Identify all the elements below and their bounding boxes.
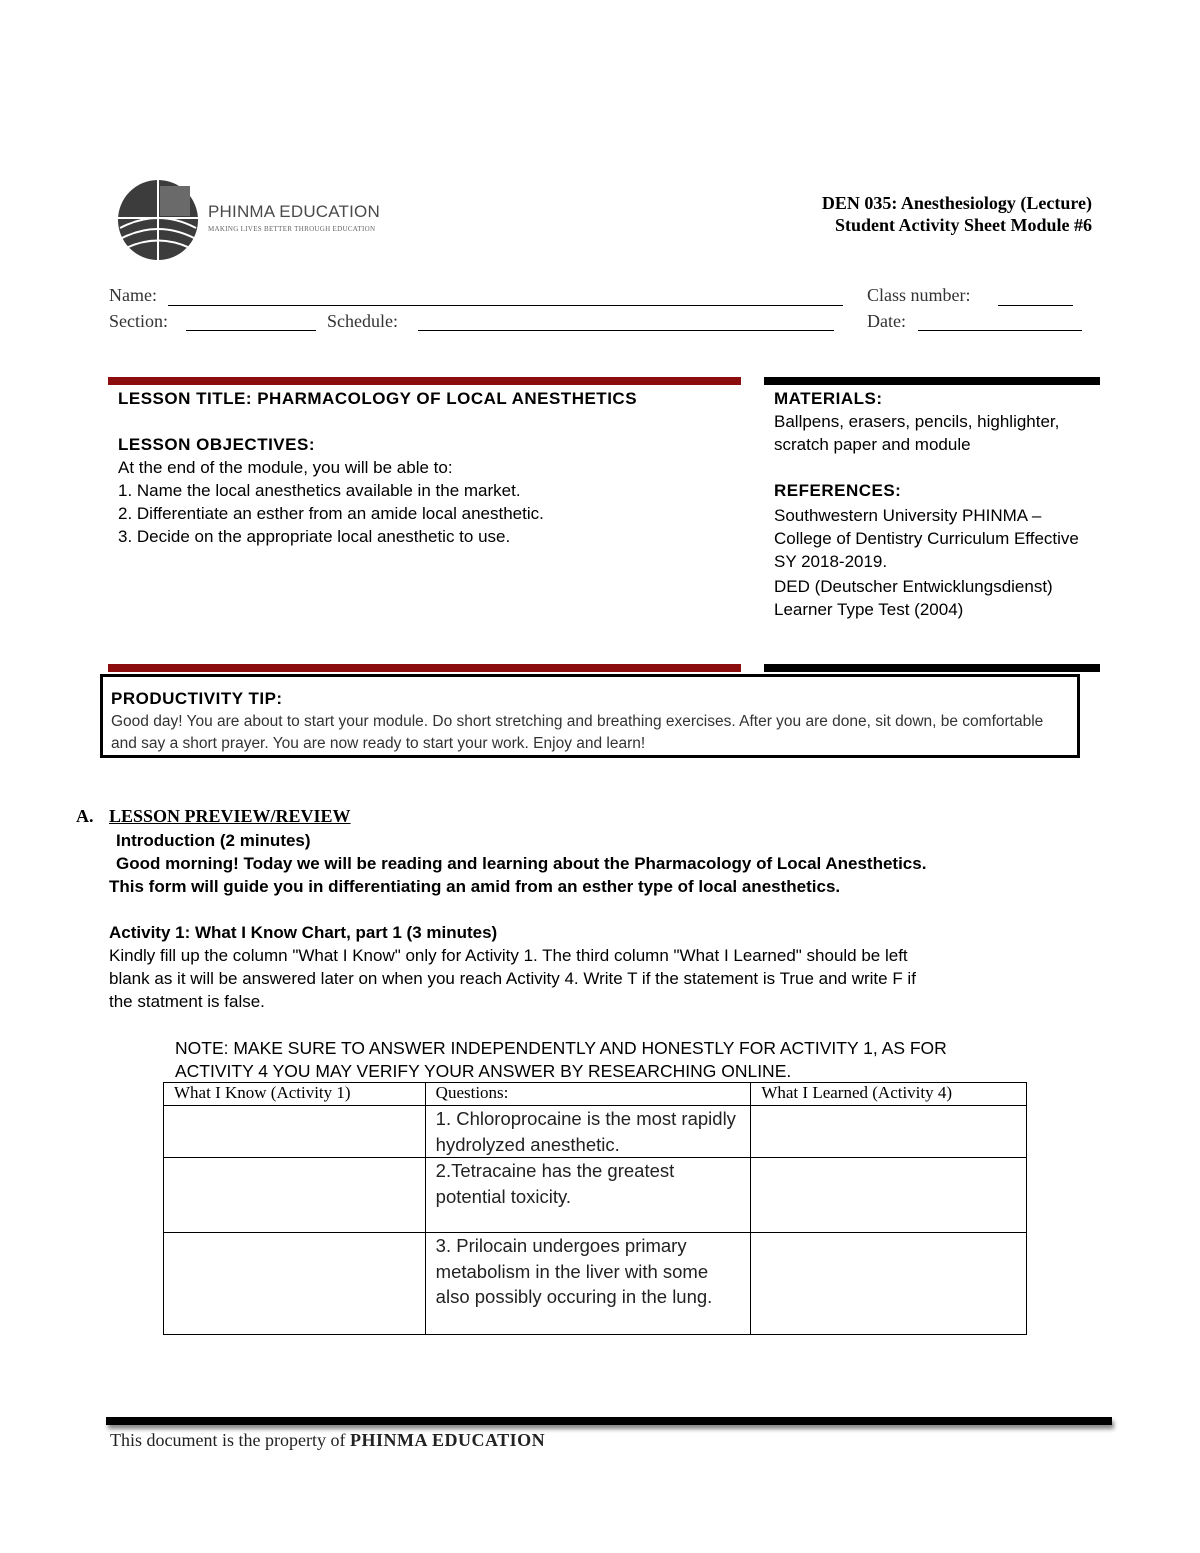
what-i-know-table [163,1082,1027,1335]
objective-item: 1. Name the local anesthetics available in the market. [118,481,521,500]
table-row [164,1233,1027,1335]
section-field[interactable] [186,330,316,331]
intro-line: Good morning! Today we will be reading and learning about the Pharmacology of Local Anesthetics. [116,854,927,873]
table-row [164,1158,1027,1233]
what-i-learned-answer-cell[interactable] [751,1158,1027,1233]
tip-text: Good day! You are about to start your module. Do short stretching and breathing exercises. After you are done, sit down, be comfortable and say a short prayer. You are now ready to start your work. Enjoy and learn! [111,713,1044,752]
footer-owner: PHINMA EDUCATION [349,1430,546,1450]
table-header-row [164,1083,1027,1106]
materials-panel [774,387,1084,621]
objective-item: 3. Decide on the appropriate local anesthetic to use. [118,527,511,546]
question-cell: 2.Tetracaine has the greatest potential toxicity. [425,1158,751,1233]
section-heading: LESSON PREVIEW/REVIEW [109,806,351,826]
phinma-logo [116,178,406,262]
materials-heading: MATERIALS: [774,389,883,408]
objectives-heading: LESSON OBJECTIVES: [118,435,315,454]
name-label: Name: [109,285,157,305]
schedule-label: Schedule: [327,311,398,331]
lesson-panel [118,387,738,548]
footer-prefix: This document is the property of [110,1430,350,1450]
date-label: Date: [867,311,906,331]
lesson-top-bar [108,377,741,385]
objective-item: 2. Differentiate an esther from an amide local anesthetic. [118,504,544,523]
intro-line: This form will guide you in differentiating an amid from an esther type of local anesthetics. [109,877,841,896]
note-line: NOTE: MAKE SURE TO ANSWER INDEPENDENTLY AND HONESTLY FOR ACTIVITY 1, AS FOR [175,1038,947,1058]
lesson-bottom-bar [108,664,741,672]
activity-heading: Activity 1: What I Know Chart, part 1 (3 minutes) [109,923,498,942]
lesson-preview-body [109,829,1109,1013]
references-heading: REFERENCES: [774,481,902,500]
activity-instruction: the statment is false. [109,992,265,1011]
productivity-tip-box [100,674,1080,758]
what-i-know-answer-cell[interactable] [164,1233,426,1335]
course-header [822,192,1092,236]
footer [110,1430,545,1451]
activity-sheet-title: Student Activity Sheet Module #6 [834,215,1092,235]
table-row [164,1106,1027,1158]
header-what-i-know: What I Know (Activity 1) [164,1083,426,1106]
what-i-know-answer-cell[interactable] [164,1106,426,1158]
note-block [175,1037,1095,1083]
reference-item: Southwestern University PHINMA – College of Dentistry Curriculum Effective SY 2018-2019. [774,506,1079,571]
class-number-field[interactable] [998,305,1073,306]
materials-top-bar [764,377,1100,385]
reference-item: DED (Deutscher Entwicklungsdienst) Learner Type Test (2004) [774,577,1053,619]
what-i-learned-answer-cell[interactable] [751,1106,1027,1158]
course-code: DEN 035: Anesthesiology (Lecture) [821,193,1092,213]
tip-heading: PRODUCTIVITY TIP: [111,689,283,708]
note-line: ACTIVITY 4 YOU MAY VERIFY YOUR ANSWER BY RESEARCHING ONLINE. [175,1061,792,1081]
schedule-field[interactable] [418,330,834,331]
logo-brand: PHINMA EDUCATION [208,202,380,221]
objectives-intro: At the end of the module, you will be able to: [118,458,453,477]
header-questions: Questions: [425,1083,751,1106]
footer-bar [106,1417,1112,1425]
date-field[interactable] [918,330,1082,331]
lesson-title: LESSON TITLE: PHARMACOLOGY OF LOCAL ANESTHETICS [118,389,638,408]
logo-tagline: MAKING LIVES BETTER THROUGH EDUCATION [208,225,376,233]
phinma-globe-icon [116,178,200,262]
materials-bottom-bar [764,664,1100,672]
activity-instruction: Kindly fill up the column "What I Know" only for Activity 1. The third column "What I Learned" should be left [109,946,908,965]
question-cell: 3. Prilocain undergoes primary metabolism in the liver with some also possibly occuring in the lung. [425,1233,751,1335]
class-number-label: Class number: [867,285,971,305]
name-field[interactable] [168,305,843,306]
question-cell: 1. Chloroprocaine is the most rapidly hydrolyzed anesthetic. [425,1106,751,1158]
header-what-i-learned: What I Learned (Activity 4) [751,1083,1027,1106]
what-i-learned-answer-cell[interactable] [751,1233,1027,1335]
activity-instruction: blank as it will be answered later on when you reach Activity 4. Write T if the statement is True and write F if [109,969,916,988]
what-i-know-answer-cell[interactable] [164,1158,426,1233]
materials-text: Ballpens, erasers, pencils, highlighter, scratch paper and module [774,412,1060,454]
section-letter: A. [76,806,94,826]
intro-heading: Introduction (2 minutes) [116,831,311,850]
section-label: Section: [109,311,168,331]
